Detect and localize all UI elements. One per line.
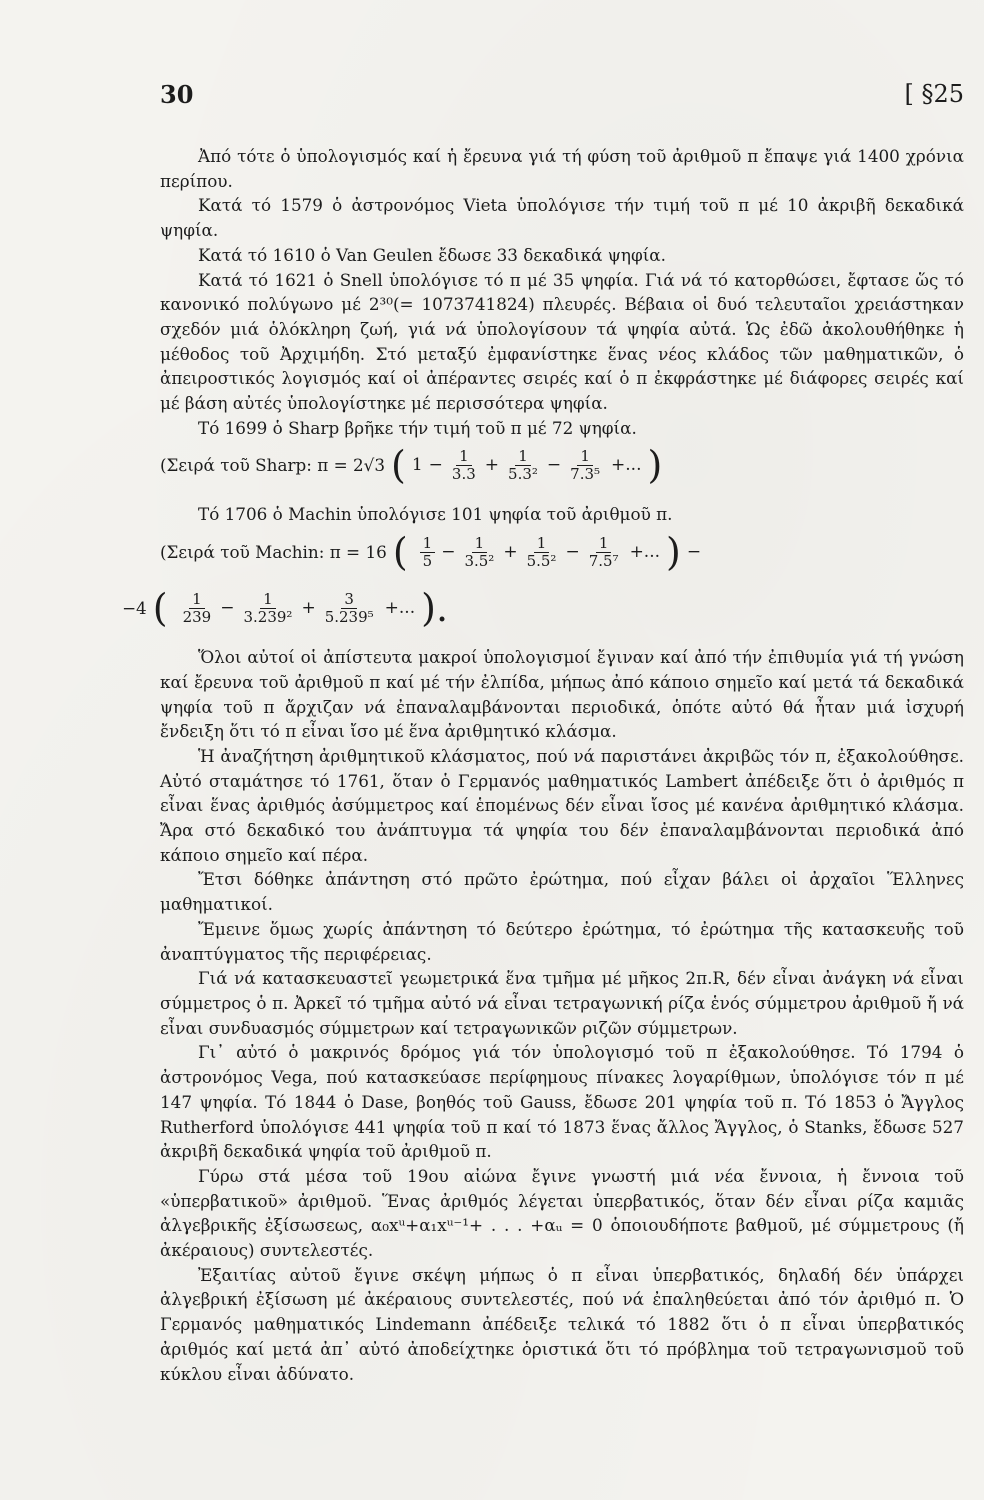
- term-sign: −: [565, 541, 580, 562]
- closing-paren: ).: [421, 586, 449, 631]
- numerator: 3: [341, 591, 357, 609]
- fraction: [505, 448, 541, 483]
- denominator: 5.239⁵: [324, 607, 374, 626]
- fraction: [240, 591, 295, 626]
- series-tail: +...: [611, 455, 642, 476]
- page-number: 30: [160, 80, 194, 109]
- fraction: [180, 591, 215, 626]
- open-paren: (: [392, 530, 408, 575]
- numerator: 1: [515, 448, 531, 466]
- formula-machin-continued: [122, 586, 964, 639]
- numerator: 1: [260, 591, 276, 609]
- closing-paren: ): [647, 443, 663, 488]
- closing-paren: ): [666, 530, 681, 575]
- paragraph: Ὅλοι αὐτοί οἱ ἀπίστευτα μακροί ὑπολογισμοί ἔγιναν καί ἀπό τήν ἐπιθυμία γιά τή γνώση καί ἔρευνα τοῦ ἀριθμοῦ π καί μέ τήν ἐλπίδα, μήπως ἀπό κάποιο σημεῖο καί μετά τά δεκαδικά ψηφία τοῦ π ἄρχιζαν νά ἐπαναλαμβάνονται περιοδικά, ὁπότε αὐτό θά ἦταν μιά ἰσχυρή ἔνδειξη ὅτι τό π εἶναι ἴσο μέ ἕνα ἀριθμητικό κλάσμα.: [160, 647, 964, 742]
- denominator: 239: [182, 607, 212, 626]
- fraction: [567, 448, 603, 483]
- paragraph: Ἀπό τότε ὁ ὑπολογισμός καί ἡ ἔρευνα γιά τή φύση τοῦ ἀριθμοῦ π ἔπαψε γιά 1400 χρόνια περίπου.: [160, 146, 964, 191]
- trailing-sign: −: [686, 541, 702, 562]
- paragraph: Γι᾽ αὐτό ὁ μακρινός δρόμος γιά τόν ὑπολογισμό τοῦ π ἐξακολούθησε. Τό 1794 ὁ ἀστρονόμος Vega, πού κατασκεύασε περίφημους πίνακες λογαρίθμων, ὑπολόγισε τόν π μέ 147 ψηφία. Τό 1844 ὁ Dase, βοηθός τοῦ Gauss, ἔδωσε 201 ψηφία τοῦ π. Τό 1853 ὁ Ἄγγλος Rutherford ὑπολόγισε 441 ψηφία τοῦ π καί τό 1873 ἕνας ἄλλος Ἄγγλος, ὁ Stanks, ἔδωσε 527 ἀκριβῆ δεκαδικά ψηφία τοῦ ἀριθμοῦ π.: [160, 1042, 964, 1162]
- paragraph: Ἐξαιτίας αὐτοῦ ἔγινε σκέψη μήπως ὁ π εἶναι ὑπερβατικός, δηλαδή δέν ὑπάρχει ἀλγεβρική ἐξίσωση μέ ἀκέραιους συντελεστές, πού νά ἐπαληθεύεται ἀπό τόν ἀριθμό π. Ὁ Γερμανός μαθηματικός Lindemann ἀπέδειξε τελικά τό 1882 ὅτι ὁ π εἶναι ὑπερβατικός ἀριθμός καί μετά ἀπ᾽ αὐτό ἀποδείχτηκε ὁριστικά ὅτι τό πρόβλημα τοῦ τετραγωνισμοῦ τοῦ κύκλου εἶναι ἀδύνατο.: [160, 1264, 964, 1384]
- section-reference: [ §25: [904, 80, 964, 108]
- denominator: 7.3⁵: [570, 464, 601, 483]
- term-sign: +: [301, 597, 316, 618]
- denominator: 3.3: [451, 464, 476, 483]
- term-sign: −: [428, 455, 443, 476]
- term-sign: +: [484, 455, 500, 476]
- numerator: 1: [420, 535, 436, 553]
- denominator: 5: [422, 551, 433, 570]
- body-text: [122, 144, 964, 1386]
- numerator: 1: [577, 448, 593, 466]
- fraction: [586, 535, 622, 570]
- term-sign: −: [546, 455, 562, 476]
- denominator: 5.3²: [508, 464, 538, 483]
- numerator: 1: [534, 535, 550, 553]
- formula-prefix: −4: [122, 597, 147, 618]
- paragraph: Κατά τό 1621 ὁ Snell ὑπολόγισε τό π μέ 35 ψηφία. Γιά νά τό κατορθώσει, ἔφτασε ὥς τό κανονικό πολύγωνο μέ 2³⁰(= 1073741824) πλευρές. Βέβαια οἱ δυό τελευταῖοι χρειάστηκαν σχεδόν μιά ὁλόκληρη ζωή, γιά νά ὑπολογίσουν τά ψηφία αὐτά. Ὡς ἐδῶ ἀκολουθήθηκε ἡ μέθοδος τοῦ Ἀρχιμήδη. Στό μεταξύ ἐμφανίστηκε ἕνας νέος κλάδος τῶν μαθηματικῶν, ὁ ἀπειροστικός λογισμός καί οἱ ἀπέραντες σειρές καί ὁ π ἐκφράστηκε μέ διάφορες σειρές καί μέ βάση αὐτές ὑπολογίστηκε μέ περισσότερα ψηφία.: [160, 269, 964, 414]
- fraction: [420, 535, 436, 570]
- numerator: 1: [456, 448, 472, 466]
- denominator: 3.5²: [464, 551, 495, 570]
- paragraph: Ἔμεινε ὅμως χωρίς ἀπάντηση τό δεύτερο ἐρώτημα, τό ἐρώτημα τῆς κατασκευῆς τοῦ ἀναπτύγματος τῆς περιφέρειας.: [160, 918, 964, 964]
- denominator: 3.239²: [243, 607, 293, 626]
- page-header: [160, 80, 964, 120]
- paragraph: Ἡ ἀναζήτηση ἀριθμητικοῦ κλάσματος, πού νά παριστάνει ἀκριβῶς τόν π, ἐξακολούθησε. Αὐτό σταμάτησε τό 1761, ὅταν ὁ Γερμανός μαθηματικός Lambert ἀπέδειξε ὅτι ὁ ἀριθμός π εἶναι ἕνας ἀριθμός ἀσύμμετρος καί ἑπομένως δέν εἶναι ἴσος μέ κανένα ἀριθμητικό κλάσμα. Ἄρα στό δεκαδικό του ἀνάπτυγμα τά ψηφία του δέν ἐπαναλαμβάνονται περιοδικά ἀπό κάποιο σημεῖο καί πέρα.: [160, 745, 964, 865]
- paragraphs-top: [160, 144, 964, 440]
- paragraph: Γύρω στά μέσα τοῦ 19ου αἰώνα ἔγινε γνωστή μιά νέα ἔννοια, ἡ ἔννοια τοῦ «ὑπερβατικοῦ» ἀριθμοῦ. Ἕνας ἀριθμός λέγεται ὑπερβατικός, ὅταν δέν εἶναι ρίζα καμιᾶς ἀλγεβρικῆς ἐξίσωσεως, α₀xᵘ+α₁xᵘ⁻¹+ . . . +αᵤ = 0 ὁποιουδήποτε βαθμοῦ, μέ σύμμετρους (ἤ ἀκέραιους) συντελεστές.: [160, 1165, 964, 1261]
- open-paren: (: [391, 443, 406, 488]
- series-tail: +...: [629, 541, 661, 562]
- term-sign: −: [220, 597, 235, 618]
- numerator: 1: [596, 535, 612, 553]
- numerator: 1: [472, 535, 488, 553]
- fraction: [322, 591, 377, 626]
- denominator: 7.5⁷: [588, 551, 619, 570]
- paragraph: Τό 1699 ὁ Sharp βρῆκε τήν τιμή τοῦ π μέ 72 ψηφία.: [198, 417, 637, 438]
- fraction: [449, 448, 479, 483]
- numerator: 1: [189, 591, 205, 609]
- paragraph: Κατά τό 1579 ὁ ἀστρονόμος Vieta ὑπολόγισε τήν τιμή τοῦ π μέ 10 ἀκριβῆ δεκαδικά ψηφία.: [160, 195, 964, 241]
- open-paren: (: [152, 586, 168, 631]
- formula-prefix: (Σειρά τοῦ Sharp: π = 2√3: [160, 455, 386, 476]
- formula-machin: [160, 530, 964, 583]
- denominator: 5.5²: [526, 551, 557, 570]
- paragraphs-bottom: [160, 645, 964, 1386]
- lead-term: 1: [411, 455, 423, 476]
- paragraph: Γιά νά κατασκευαστεῖ γεωμετρικά ἕνα τμῆμα μέ μῆκος 2π.R, δέν εἶναι ἀνάγκη νά εἶναι σύμμετρος ὁ π. Ἀρκεῖ τό τμῆμα αὐτό νά εἶναι τετραγωνική ρίζα ἑνός σύμμετρου ἀριθμοῦ ἤ νά εἶναι συνδυασμός σύμμετρων καί τετραγωνικῶν ριζῶν σύμμετρων.: [160, 968, 964, 1038]
- term-sign: +: [503, 541, 518, 562]
- fraction: [524, 535, 560, 570]
- series-tail: +...: [384, 597, 416, 618]
- fraction: [461, 535, 497, 570]
- formula-sharp: [160, 443, 964, 496]
- paragraph: Τό 1706 ὁ Machin ὑπολόγισε 101 ψηφία τοῦ ἀριθμοῦ π.: [198, 504, 673, 525]
- paragraph: Ἔτσι δόθηκε ἀπάντηση στό πρῶτο ἐρώτημα, πού εἶχαν βάλει οἱ ἀρχαῖοι Ἕλληνες μαθηματικοί.: [160, 869, 964, 915]
- paragraph: Κατά τό 1610 ὁ Van Geulen ἔδωσε 33 δεκαδικά ψηφία.: [198, 244, 666, 265]
- formula-prefix: (Σειρά τοῦ Machin: π = 16: [160, 541, 387, 562]
- term-sign: −: [441, 541, 456, 562]
